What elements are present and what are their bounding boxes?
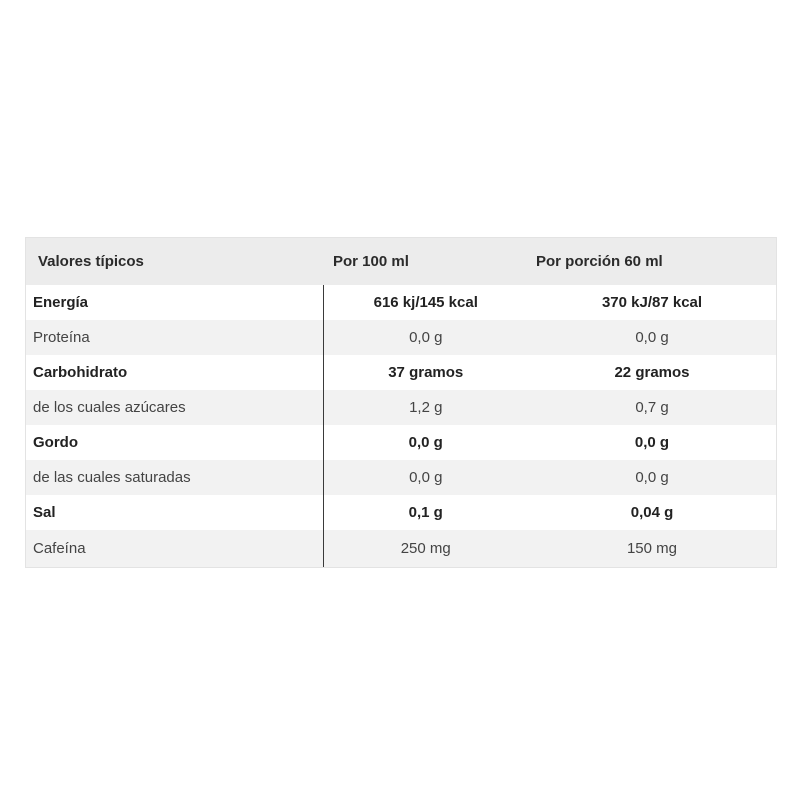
value-per-portion: 0,0 g [635,469,669,486]
table-header [26,238,776,285]
value-per-100ml: 0,1 g [323,495,528,530]
header-row [26,238,776,285]
value-per-100ml: 250 mg [323,530,528,567]
table-row [26,390,776,425]
nutrient-name: de las cuales saturadas [33,469,191,486]
value-per-100ml: 1,2 g [323,390,528,425]
value-per-portion: 150 mg [626,540,678,557]
value-per-100ml: 0,0 g [323,425,528,460]
value-per-100ml: 616 kj/145 kcal [323,285,528,320]
value-per-portion: 370 kJ/87 kcal [601,294,703,311]
table-row [26,320,776,355]
table-row [26,355,776,390]
header-typical-values: Valores típicos [38,253,144,270]
nutrient-name: Carbohidrato [33,364,128,381]
nutrient-name: Proteína [33,329,90,346]
value-per-100ml: 37 gramos [323,355,528,390]
nutrient-name: Energía [33,294,89,311]
table-row [26,530,776,567]
value-per-portion: 22 gramos [614,364,690,381]
table-body [26,285,776,567]
table-row [26,425,776,460]
header-per-portion: Por porción 60 ml [536,253,663,270]
nutrition-table [25,237,777,568]
value-per-100ml: 0,0 g [323,460,528,495]
value-per-100ml: 0,0 g [323,320,528,355]
value-per-portion: 0,7 g [635,399,669,416]
nutrient-name: de los cuales azúcares [33,399,186,416]
header-per-100ml: Por 100 ml [333,253,409,270]
value-per-portion: 0,0 g [635,329,669,346]
table-row [26,495,776,530]
value-per-portion: 0,04 g [630,504,674,521]
nutrient-name: Gordo [33,434,78,451]
value-per-portion: 0,0 g [634,434,670,451]
nutrient-name: Sal [33,504,56,521]
nutrition-table-grid [26,238,776,567]
table-row [26,285,776,320]
table-row [26,460,776,495]
nutrient-name: Cafeína [33,540,86,557]
